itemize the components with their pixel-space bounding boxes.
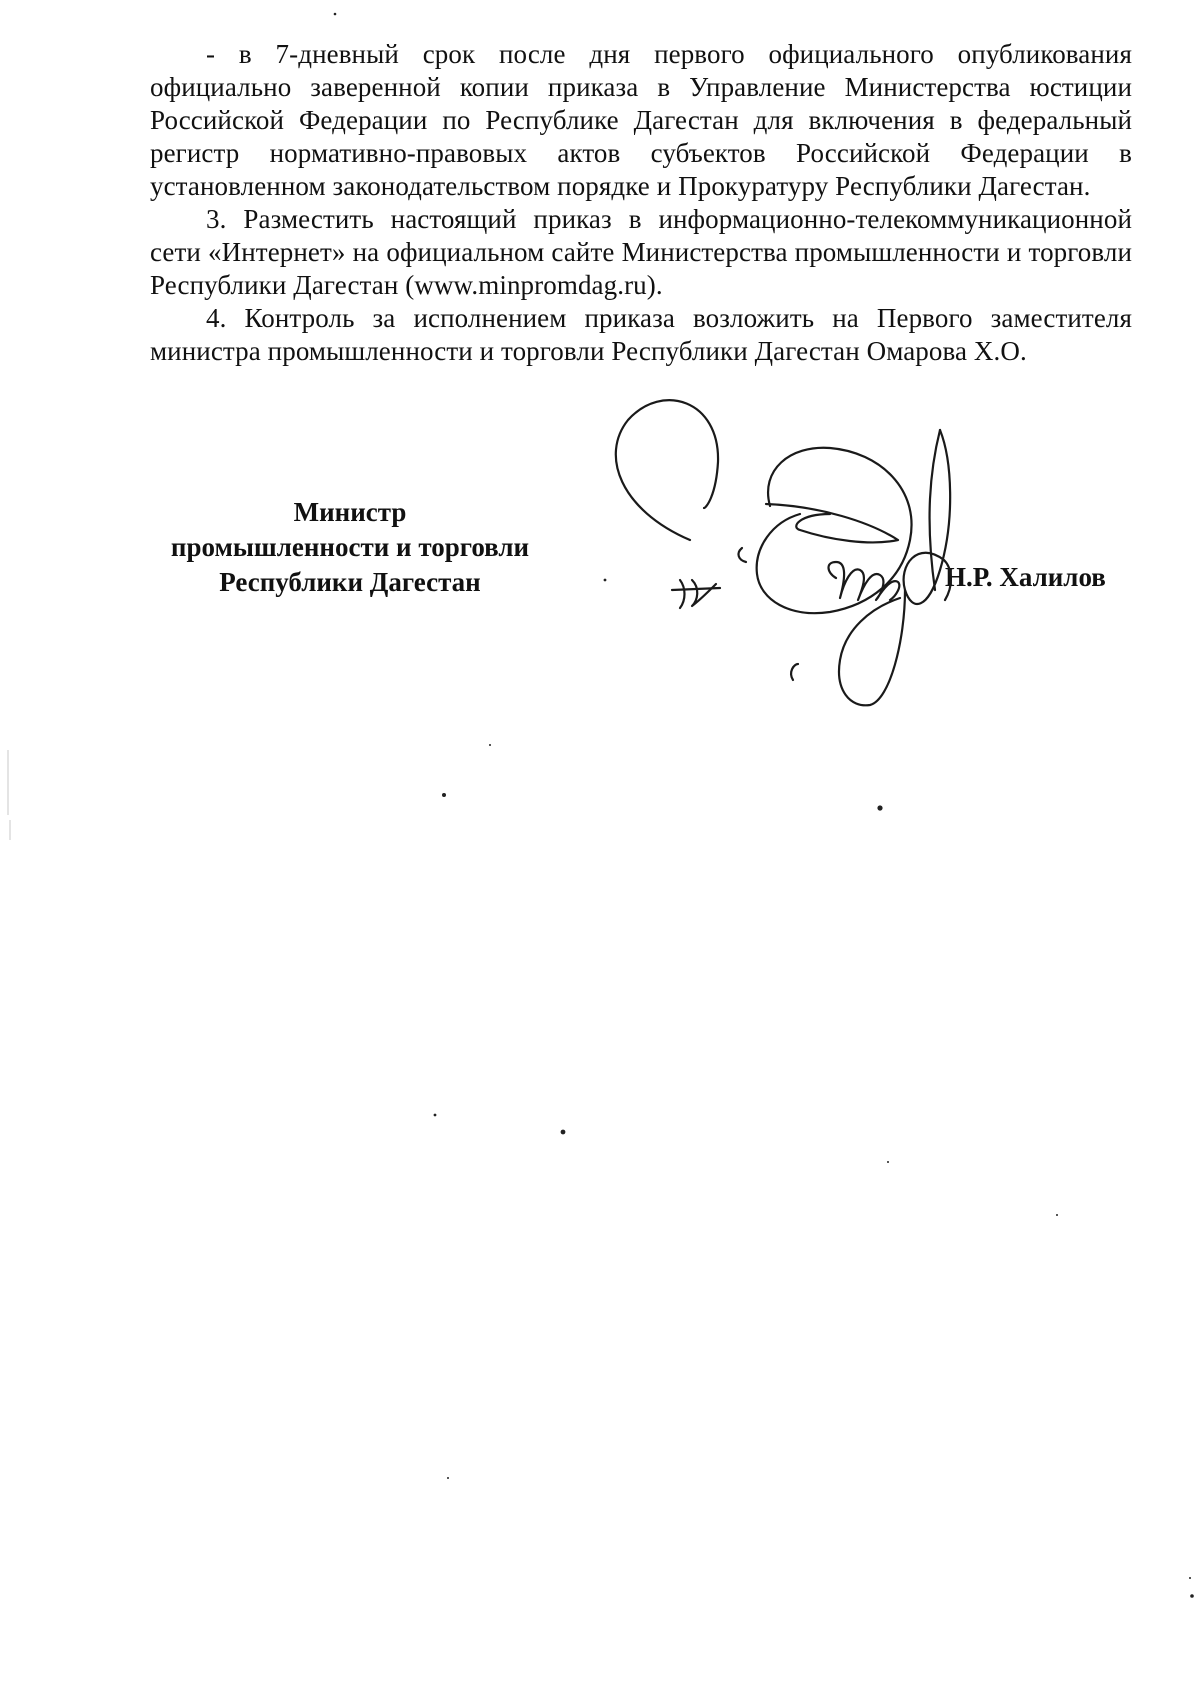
signatory-title bbox=[150, 495, 550, 600]
signatory-title-line-3: Республики Дагестан bbox=[219, 567, 481, 597]
signatory-title-line-1: Министр bbox=[293, 497, 407, 527]
signatory-name: Н.Р. Халилов bbox=[945, 562, 1106, 592]
document-body bbox=[150, 38, 1132, 368]
signatory-title-line-2: промышленности и торговли bbox=[170, 532, 530, 562]
paragraph-item-3: 3. Разместить настоящий приказ в информационно-телекоммуникационной сети «Интернет» на официальном сайте Министерства промышленности и торговли Республики Дагестан (www.minpromdag.ru). bbox=[150, 204, 1132, 300]
paragraph-item-4: 4. Контроль за исполнением приказа возложить на Первого заместителя министра промышленности и торговли Республики Дагестан Омарова Х.О. bbox=[150, 303, 1132, 366]
paragraph-item-2: - в 7-дневный срок после дня первого официального опубликования официально заверенной копии приказа в Управление Министерства юстиции Российской Федерации по Республике Дагестан для включения в федеральный регистр нормативно-правовых актов субъектов Российской Федерации в установленном законодательством порядке и Прокуратуру Республики Дагестан. bbox=[150, 39, 1132, 201]
